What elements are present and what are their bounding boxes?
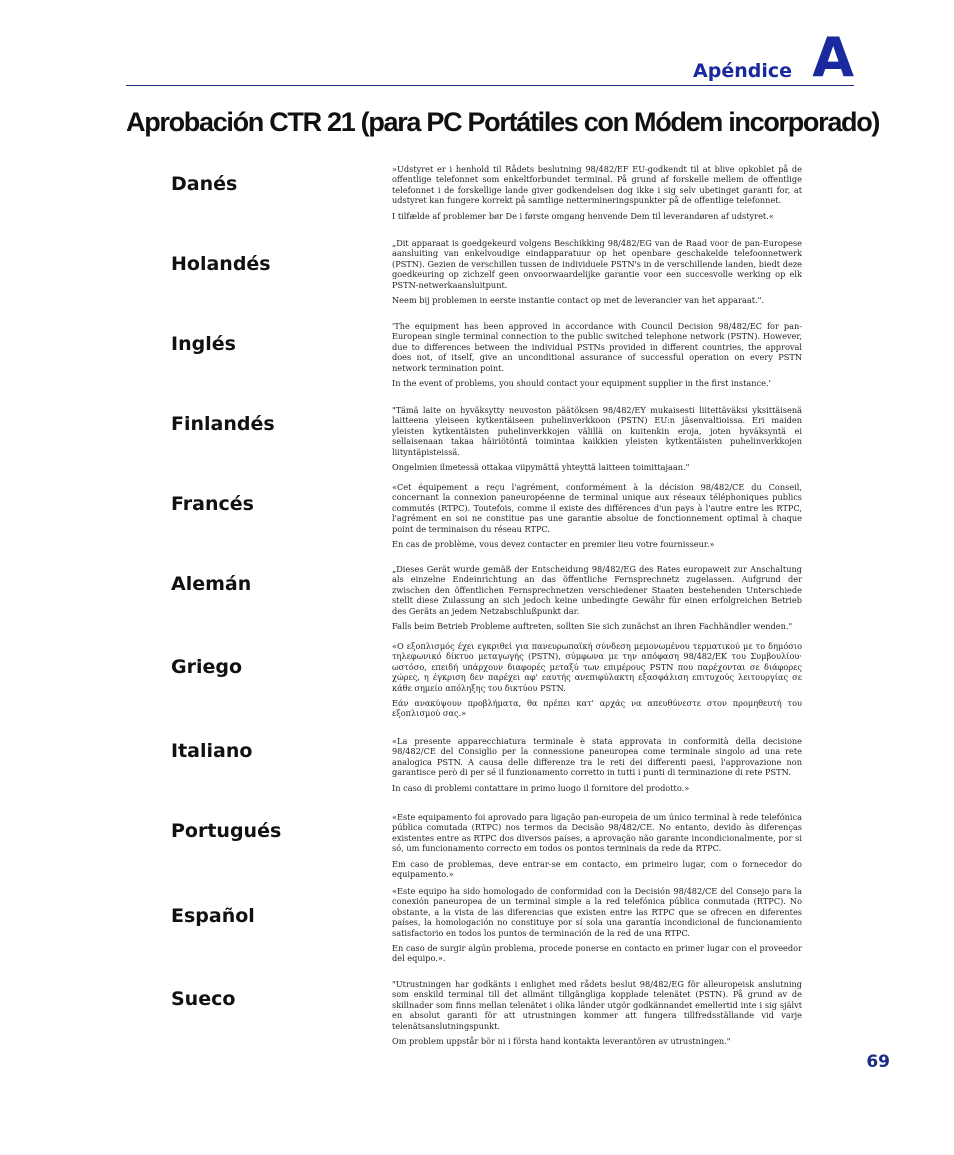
statement-danes: [392, 164, 802, 221]
language-label-danes: Danés: [171, 173, 238, 195]
statement-note: In the event of problems, you should contact your equipment supplier in the first instance.': [392, 378, 771, 389]
statement-note: I tilfælde af problemer bør De i første omgang henvende Dem til leverandøren af udstyret.«: [392, 210, 774, 221]
statement-italiano: [392, 736, 802, 793]
language-label-portugues: Portugués: [171, 820, 282, 842]
statement-frances: [392, 482, 802, 549]
statement-text: «Este equipo ha sido homologado de conformidad con la Decisión 98/482/CE del Consejo para la conexión paneuropea de un terminal simple a la red telefónica pública conmutada (RTPC). No obstante, a la vista de las diferencias que existen entre las RTPC que se ofrecen en diferentes países, la homologación no constituye por sí sola una garantía incondicional de funcionamiento satisfactorio en todos los puntos de terminación de la red de una RTPC.: [392, 886, 802, 938]
page-title: Aprobación CTR 21 (para PC Portátiles con Módem incorporado): [126, 107, 880, 137]
statement-text: «Este equipamento foi aprovado para ligação pan-europeia de um único terminal à rede telefónica pública comutada (RTPC) nos termos da Decisão 98/482/CE. No entanto, devido às diferenças existentes entre as RTPC dos diversos países, a aprovação não garante incondicionalmente, por si só, um funcionamento correcto em todos os pontos terminais da rede da RTPC.: [392, 812, 802, 854]
statement-griego: [392, 641, 802, 719]
statement-note: Ongelmien ilmetessä ottakaa viipymättä yhteyttä laitteen toimittajaan.": [392, 462, 690, 473]
language-label-aleman: Alemán: [171, 573, 252, 595]
language-label-italiano: Italiano: [171, 740, 253, 762]
statement-note: Om problem uppstår bör ni i första hand kontakta leverantören av utrustningen.": [392, 1036, 731, 1047]
statement-text: "Utrustningen har godkänts i enlighet med rådets beslut 98/482/EG för alleuropeisk anslutning som enskild terminal till det allmänt tillgängliga kopplade telenätet (PSTN). På grund av de skillnader som finns mellan telenätet i olika länder utgör godkännandet emellertid inte i sig självt en absolut garanti för att utrustningen kommer att fungera tillfredsställande vid varje telenätsanslutningspunkt.: [392, 979, 802, 1031]
statement-note: Em caso de problemas, deve entrar-se em contacto, em primeiro lugar, com o fornecedor do equipamento.»: [392, 858, 802, 880]
statement-text: «Cet équipement a reçu l'agrément, conformément à la décision 98/482/CE du Conseil, concernant la connexion paneuropéenne de terminal unique aux réseaux téléphoniques publics commutés (RTPC). Toutefois, comme il existe des différences d'un pays à l'autre entre les RTPC, l'agrément en soi ne constitue pas une garantie absolue de fonctionnement optimal à chaque point de terminaison du réseau RTPC.: [392, 482, 802, 534]
statement-note: Falls beim Betrieb Probleme auftreten, sollten Sie sich zunächst an ihren Fachhändler wenden.": [392, 621, 793, 632]
statement-aleman: [392, 564, 802, 631]
language-label-espanol: Español: [171, 905, 255, 927]
statement-text: "Tämä laite on hyväksytty neuvoston päätöksen 98/482/EY mukaisesti liitettäväksi yksittäisenä laitteena yleiseen kytkentäiseen puhelinverkkoon (PSTN) EU:n jäsenvaltioissa. Eri maiden yleisten kytkentäisten puhelinverkkojen välillä on kuitenkin eroja, joten hyväksyntä ei sellaisenaan takaa häiriötöntä toimintaa kaikkien yleisten kytkentäisten puhelinverkkojen liityntäpisteissä.: [392, 405, 802, 457]
page-number: 69: [866, 1052, 890, 1072]
statement-ingles: [392, 321, 802, 388]
language-label-frances: Francés: [171, 493, 254, 515]
language-label-holandes: Holandés: [171, 253, 271, 275]
statement-text: «Ο εξοπλισμός έχει εγκριθεί για πανευρωπαϊκή σύνδεση μεμονωμένου τερματικού με το δημόσιο τηλεφωνικό δίκτυο μεταγωγής (PSTN), σύμφωνα με την απόφαση 98/482/ΕΚ του Συμβουλίου· ωστόσο, επειδή υπάρχουν διαφορές μεταξύ των επιμέρους PSTN που παρέχονται σε διάφορες χώρες, η έγκριση δεν παρέχει αφ' εαυτής ανεπιφύλακτη εξασφάλιση επιτυχούς λειτουργίας σε κάθε σημείο απόληξης του δικτύου PSTN.: [392, 641, 802, 693]
section-letter: A: [812, 26, 854, 89]
statement-portugues: [392, 812, 802, 879]
statement-text: „Dit apparaat is goedgekeurd volgens Beschikking 98/482/EG van de Raad voor de pan-Europese aansluiting van enkelvoudige eindapparatuur op het openbare geschakelde telefoonnetwerk (PSTN). Gezien de verschillen tussen de individuele PSTN's in de verschillende landen, biedt deze goedkeuring op zichzelf geen onvoorwaardelijke garantie voor een succesvolle werking op elk PSTN-netwerkaansluitpunt.: [392, 238, 802, 290]
section-header: [126, 26, 854, 89]
statement-text: »Udstyret er i henhold til Rådets beslutning 98/482/EF EU-godkendt til at blive opkoblet på de offentlige telefonnet som enkeltforbundet terminal. På grund af forskelle mellem de offentlige telefonnet i de forskellige lande giver godkendelsen dog ikke i sig selv ubetinget garanti for, at udstyret kan fungere korrekt på samtlige nettermineringspunkter på de offentlige telefonnet.: [392, 164, 802, 206]
language-label-sueco: Sueco: [171, 988, 236, 1010]
statement-holandes: [392, 238, 802, 305]
statement-note: En caso de surgir algún problema, procede ponerse en contacto en primer lugar con el proveedor del equipo.».: [392, 943, 802, 964]
statement-note: En cas de problème, vous devez contacter en premier lieu votre fournisseur.»: [392, 539, 715, 550]
language-label-ingles: Inglés: [171, 333, 236, 355]
statement-text: „Dieses Gerät wurde gemäß der Entscheidung 98/482/EG des Rates europaweit zur Anschaltung als einzelne Endeinrichtung an das öffentliche Fernsprechnetz zugelassen. Aufgrund der zwischen den öffentlichen Fernsprechnetzen verschiedener Staaten bestehenden Unterschiede stellt diese Zulassung an sich jedoch keine unbedingte Gewähr für einen erfolgreichen Betrieb des Geräts an jedem Netzabschlußpunkt dar.: [392, 564, 802, 616]
statement-note: Εάν ανακύψουν προβλήματα, θα πρέπει κατ' αρχάς να απευθύνεστε στον προμηθευτή του εξοπλισμού σας.»: [392, 698, 802, 719]
statement-finlandes: [392, 405, 802, 472]
statement-espanol: [392, 886, 802, 964]
statement-text: «La presente apparecchiatura terminale è stata approvata in conformità della decisione 98/482/CE del Consiglio per la connessione paneuropea come terminale singolo ad una rete analogica PSTN. A causa delle differenze tra le reti dei differenti paesi, l'approvazione non garantisce però di per sé il funzionamento corretto in tutti i punti di terminazione di rete PSTN.: [392, 736, 802, 778]
statement-note: Neem bij problemen in eerste instantie contact op met de leverancier van het apparaat.".: [392, 295, 764, 306]
language-label-finlandes: Finlandés: [171, 413, 275, 435]
language-label-griego: Griego: [171, 656, 243, 678]
statement-note: In caso di problemi contattare in primo luogo il fornitore del prodotto.»: [392, 782, 690, 793]
section-label: Apéndice: [693, 60, 792, 82]
statement-text: 'The equipment has been approved in accordance with Council Decision 98/482/EC for pan-European single terminal connection to the public switched telephone network (PSTN). However, due to differences between the individual PSTNs provided in different countries, the approval does not, of itself, give an unconditional assurance of successful operation on every PSTN network termination point.: [392, 321, 802, 373]
statement-sueco: [392, 979, 802, 1046]
